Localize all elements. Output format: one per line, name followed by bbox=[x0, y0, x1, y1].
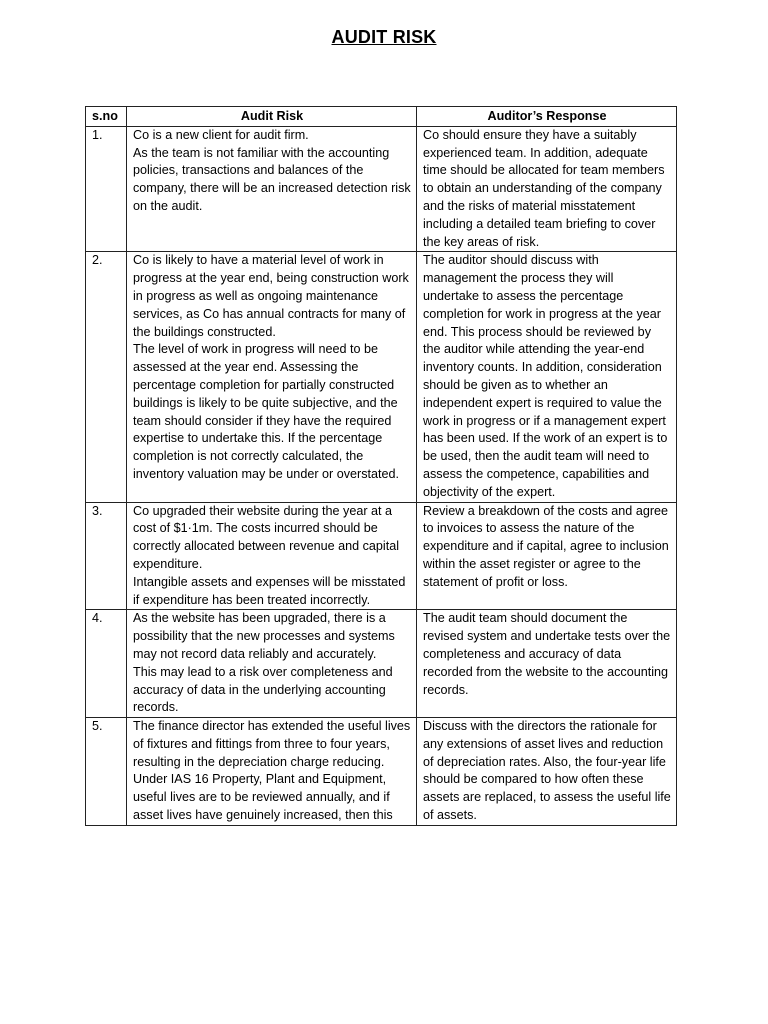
table-row bbox=[86, 718, 677, 826]
risk-text: Co upgraded their website during the year at a cost of $1·1m. The costs incurred should be correctly allocated between revenue and capital expenditure. bbox=[133, 503, 400, 571]
risk-cell bbox=[127, 126, 417, 252]
header-audit-risk: Audit Risk bbox=[127, 107, 417, 127]
response-text: The audit team should document the revised system and undertake tests over the completeness and accuracy of data recorded from the website to the accounting records. bbox=[423, 611, 671, 697]
response-text: Co should ensure they have a suitably experienced team. In addition, adequate time should be allocated for team members to obtain an understanding of the company and the risks of material misstatement including a detailed team briefing to cover the key areas of risk. bbox=[423, 127, 665, 249]
audit-risk-table bbox=[85, 106, 677, 826]
risk-cell bbox=[127, 610, 417, 718]
row-number: 4. bbox=[86, 610, 127, 718]
risk-text: Intangible assets and expenses will be misstated if expenditure has been treated incorrectly. bbox=[133, 574, 406, 607]
header-auditor-response: Auditor’s Response bbox=[417, 107, 677, 127]
risk-cell bbox=[127, 502, 417, 610]
response-cell bbox=[417, 252, 677, 502]
row-number: 2. bbox=[86, 252, 127, 502]
response-text: The auditor should discuss with management the process they will undertake to assess the percentage completion for work in progress at the year end. This process should be reviewed by the auditor while attending the year-end inventory counts. In addition, consideration should be given as to whether an independent expert is required to value the work in progress or if a management expert has been used. If the work of an expert is to be used, then the audit team will need to assess the competence, capabilities and objectivity of the expert. bbox=[423, 253, 668, 499]
table-row bbox=[86, 252, 677, 502]
risk-cell bbox=[127, 252, 417, 502]
response-text: Review a breakdown of the costs and agree to invoices to assess the nature of the expenditure and if capital, agree to inclusion within the asset register or agree to the statement of profit or loss. bbox=[423, 503, 669, 589]
row-number: 3. bbox=[86, 502, 127, 610]
table-body bbox=[86, 126, 677, 825]
risk-cell bbox=[127, 718, 417, 826]
table-row bbox=[86, 126, 677, 252]
response-cell bbox=[417, 502, 677, 610]
risk-text: This may lead to a risk over completeness and accuracy of data in the underlying accounting records. bbox=[133, 664, 393, 715]
row-number: 5. bbox=[86, 718, 127, 826]
page-title: AUDIT RISK bbox=[331, 27, 437, 47]
risk-text: Co is likely to have a material level of work in progress at the year end, being construction work in progress as well as ongoing maintenance services, as Co has annual contracts for many of the buildings constructed. bbox=[133, 253, 409, 339]
table-header bbox=[86, 107, 677, 127]
risk-text: The level of work in progress will need to be assessed at the year end. Assessing the percentage completion for partially constructed buildings is likely to be quite subjective, and the team should consider if they have the required expertise to undertake this. If the percentage completion is not correctly calculated, the inventory valuation may be under or overstated. bbox=[133, 342, 400, 481]
header-row bbox=[86, 107, 677, 127]
row-number: 1. bbox=[86, 126, 127, 252]
header-sno: s.no bbox=[86, 107, 127, 127]
risk-text: The finance director has extended the useful lives of fixtures and fittings from three to four years, resulting in the depreciation charge reducing. Under IAS 16 Property, Plant and Equipment, useful lives are to be reviewed annually, and if asset lives have genuinely increased, then this bbox=[133, 719, 411, 823]
response-cell bbox=[417, 718, 677, 826]
risk-text: As the team is not familiar with the accounting policies, transactions and balances of the company, there will be an increased detection risk on the audit. bbox=[133, 145, 411, 213]
table-row bbox=[86, 610, 677, 718]
risk-text: Co is a new client for audit firm. bbox=[133, 127, 309, 142]
response-cell bbox=[417, 126, 677, 252]
table-row bbox=[86, 502, 677, 610]
risk-text: As the website has been upgraded, there is a possibility that the new processes and systems may not record data reliably and accurately. bbox=[133, 611, 395, 661]
response-cell bbox=[417, 610, 677, 718]
response-text: Discuss with the directors the rationale for any extensions of asset lives and reduction of depreciation rates. Also, the four-year life should be compared to how often these assets are replaced, to assess the useful life of assets. bbox=[423, 719, 671, 823]
